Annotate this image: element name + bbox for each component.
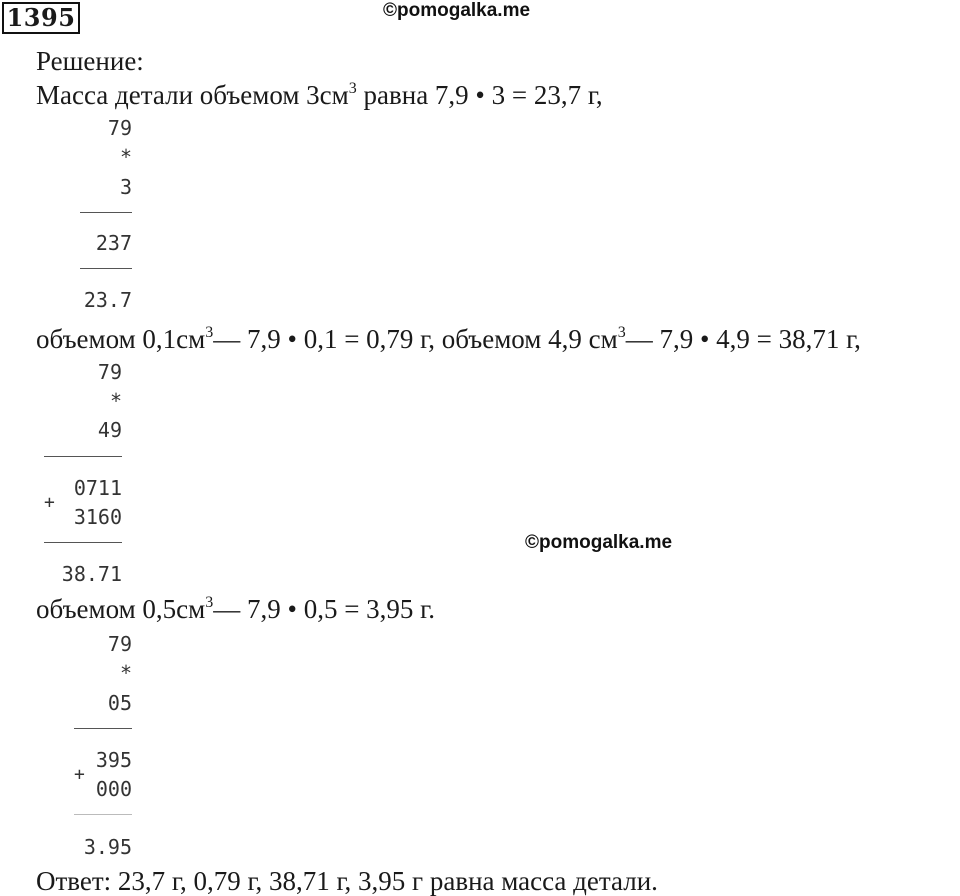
watermark-top: ©pomogalka.me [383,0,531,21]
calc3-partial1: 395 [95,748,132,772]
solution-label: Решение: [36,46,144,76]
line-2-part3: — 7,9 • 4,9 = 38,71 г, [625,324,861,354]
calc1-line-1 [80,212,132,213]
calc2-b: 49 [97,418,122,442]
problem-number: 1395 [2,2,80,34]
line-1 [36,80,603,110]
line-3-part1: объемом 0,5см [36,594,206,624]
line-2-sup1: 3 [205,324,214,341]
calc2-line-2 [44,542,122,543]
watermark-middle: ©pomogalka.me [525,532,673,553]
line-3-sup: 3 [205,594,214,611]
line-1-text: Масса детали объемом 3см [36,80,349,110]
calc3-partial2: 000 [95,777,132,801]
line-1-sup: 3 [348,80,357,97]
line-2-sup2: 3 [617,324,626,341]
answer-line: Ответ: 23,7 г, 0,79 г, 38,71 г, 3,95 г равна масса детали. [36,866,658,896]
calc2-a: 79 [97,360,122,384]
calc3-result: 3.95 [83,835,132,859]
calc2-plus: + [44,492,55,513]
line-3 [36,594,435,624]
calc1-b: 3 [119,175,132,199]
calc3-line-1 [74,728,132,729]
calc2-op: * [109,389,122,413]
line-2-part2: — 7,9 • 0,1 = 0,79 г, объемом 4,9 см [213,324,618,354]
calc2-line-1 [44,456,122,457]
calc1-op: * [119,145,132,169]
calc2-partial1: 0711 [73,476,122,500]
calc1-result: 23.7 [83,288,132,312]
calc1-a: 79 [107,116,132,140]
calc1-line-2 [80,268,132,269]
calc2-result: 38.71 [61,562,122,586]
line-1-rest: равна 7,9 • 3 = 23,7 г, [356,80,603,110]
calc2-partial2: 3160 [73,505,122,529]
calc3-line-2 [74,814,132,815]
calc3-op: * [119,661,132,685]
line-2 [36,324,861,354]
calc3-b: 05 [107,691,132,715]
calc3-a: 79 [107,632,132,656]
calc3-plus: + [74,764,85,785]
calc1-partial: 237 [95,231,132,255]
line-3-part2: — 7,9 • 0,5 = 3,95 г. [213,594,435,624]
line-2-part1: объемом 0,1см [36,324,206,354]
